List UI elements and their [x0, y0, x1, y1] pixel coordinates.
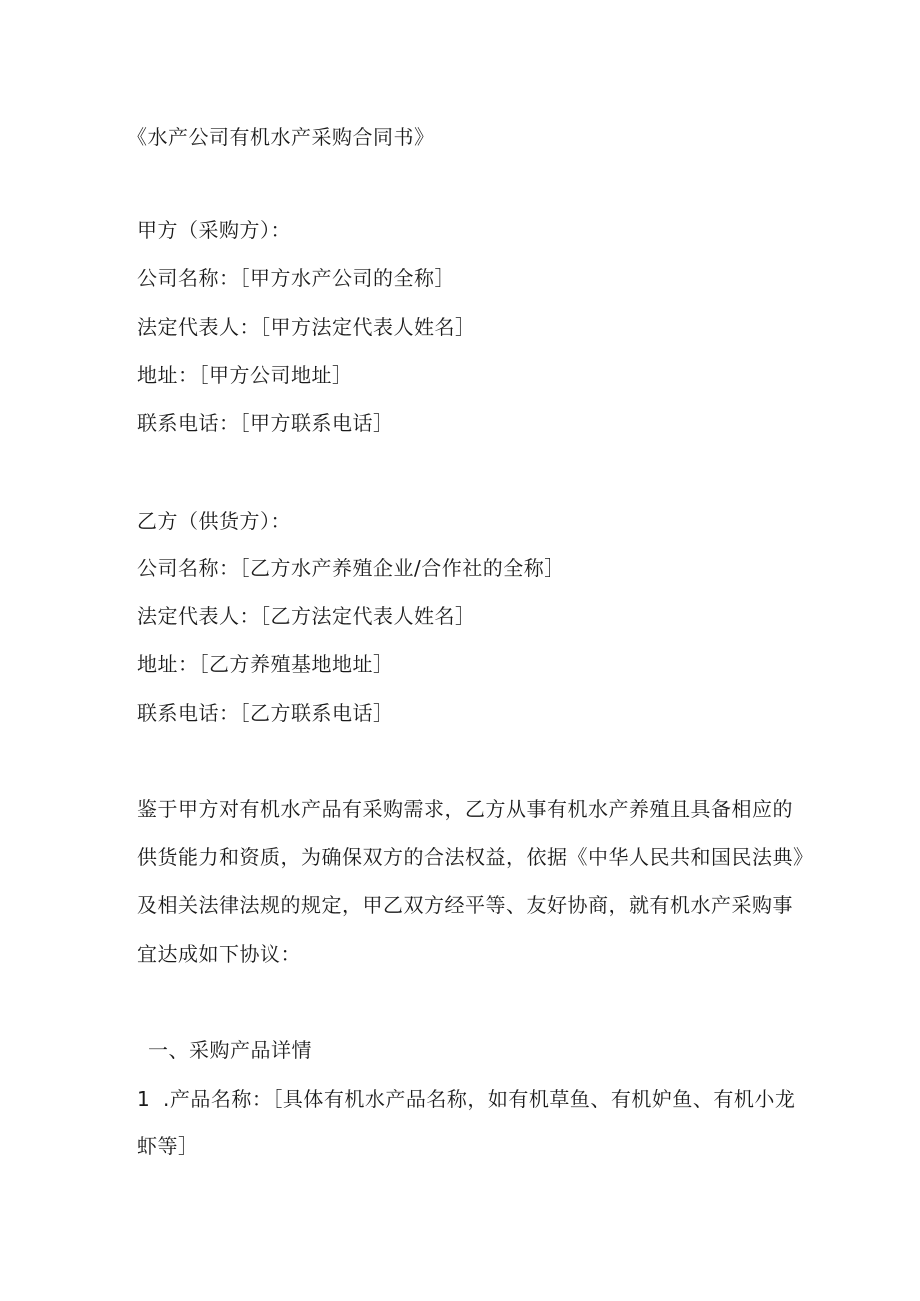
party-a-phone: 联系电话：［甲方联系电话］ [137, 411, 394, 435]
preamble-line: 供货能力和资质，为确保双方的合法权益，依据《中华人民共和国民法典》 [137, 845, 814, 869]
item-number: 1 [137, 1087, 151, 1111]
party-b-representative: 法定代表人：［乙方法定代表人姓名］ [137, 604, 476, 628]
party-b-company: 公司名称：［乙方水产养殖企业/合作社的全称］ [137, 556, 565, 580]
preamble-line: 及相关法律法规的规定，甲乙双方经平等、友好协商，就有机水产采购事 [137, 893, 793, 917]
preamble-line: 鉴于甲方对有机水产品有采购需求，乙方从事有机水产养殖且具备相应的 [137, 797, 793, 821]
party-b-heading: 乙方（供货方）： [137, 509, 291, 533]
party-b-phone: 联系电话：［乙方联系电话］ [137, 701, 394, 725]
section-item [137, 1087, 795, 1111]
party-a-address: 地址：［甲方公司地址］ [137, 363, 353, 387]
section-item-continuation: 虾等］ [137, 1134, 199, 1158]
party-a-heading: 甲方（采购方）： [137, 218, 291, 242]
section-heading: 一、采购产品详情 [148, 1038, 312, 1062]
party-a-company: 公司名称：［甲方水产公司的全称］ [137, 266, 455, 290]
item-text: .产品名称：［具体有机水产品名称，如有机草鱼、有机妒鱼、有机小龙 [163, 1087, 796, 1111]
party-b-address: 地址：［乙方养殖基地地址］ [137, 652, 394, 676]
preamble-line: 宜达成如下协议： [137, 942, 301, 966]
document-title: 《水产公司有机水产采购合同书》 [127, 125, 435, 149]
party-a-representative: 法定代表人：［甲方法定代表人姓名］ [137, 315, 476, 339]
